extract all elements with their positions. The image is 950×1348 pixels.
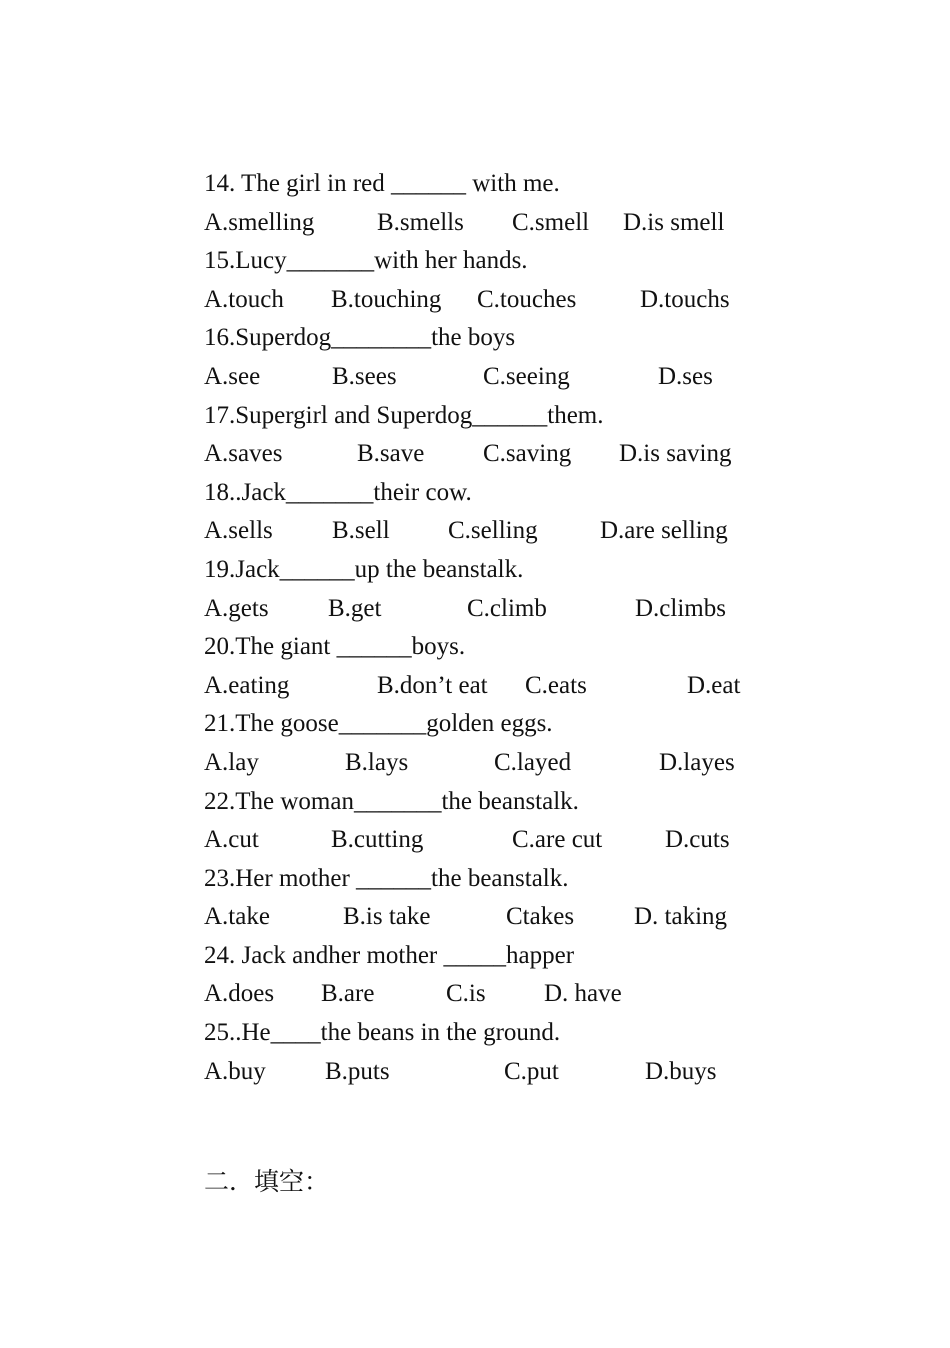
option-row xyxy=(204,821,784,860)
question-stem: 16.Superdog________the boys xyxy=(204,324,516,352)
question-stem: 19.Jack______up the beanstalk. xyxy=(204,555,524,583)
question-stem: 17.Supergirl and Superdog______them. xyxy=(204,401,604,429)
option-b: B.cutting xyxy=(331,826,424,854)
option-row xyxy=(204,358,784,397)
option-c: Ctakes xyxy=(506,903,575,931)
option-a: A.gets xyxy=(204,594,269,622)
option-b: B.sees xyxy=(332,362,397,390)
option-row xyxy=(204,975,784,1014)
option-d: D.cuts xyxy=(665,826,730,854)
option-a: A.see xyxy=(204,362,261,390)
question-stem: 25..He____the beans in the ground. xyxy=(204,1019,561,1047)
option-a: A.saves xyxy=(204,440,283,468)
option-d: D.touchs xyxy=(640,285,730,313)
option-b: B.lays xyxy=(345,748,409,776)
question-stem: 21.The goose_______golden eggs. xyxy=(204,710,553,738)
option-row xyxy=(204,204,784,243)
option-d: D.are selling xyxy=(600,517,728,545)
option-c: C.put xyxy=(504,1057,559,1085)
option-d: D.is smell xyxy=(623,208,725,236)
option-c: C.selling xyxy=(448,517,538,545)
option-b: B.is take xyxy=(343,903,431,931)
option-c: C.touches xyxy=(477,285,577,313)
option-b: B.sell xyxy=(332,517,390,545)
question-stem: 24. Jack andher mother _____happer xyxy=(204,941,575,969)
question-list xyxy=(204,165,784,1091)
section-heading: 二．填空： xyxy=(204,1167,330,1196)
option-a: A.take xyxy=(204,903,270,931)
question-stem: 14. The girl in red ______ with me. xyxy=(204,170,560,197)
option-row xyxy=(204,744,784,783)
option-row xyxy=(204,667,784,706)
option-row xyxy=(204,898,784,937)
option-c: C.eats xyxy=(525,671,587,699)
option-b: B.smells xyxy=(377,208,464,236)
option-row xyxy=(204,512,784,551)
option-d: D.buys xyxy=(645,1057,717,1085)
option-a: A.touch xyxy=(204,285,284,313)
option-c: C.saving xyxy=(483,440,572,468)
option-b: B.don’t eat xyxy=(377,671,488,699)
option-c: C.layed xyxy=(494,748,572,776)
option-a: A.eating xyxy=(204,671,290,699)
option-row xyxy=(204,1053,784,1092)
option-c: C.are cut xyxy=(512,826,603,854)
question-stem: 22.The woman_______the beanstalk. xyxy=(204,787,579,815)
option-b: B.are xyxy=(321,980,375,1008)
option-d: D.climbs xyxy=(635,594,726,622)
option-c: C.smell xyxy=(512,208,590,236)
option-a: A.lay xyxy=(204,748,259,776)
option-d: D. have xyxy=(544,980,622,1008)
question-stem: 20.The giant ______boys. xyxy=(204,633,466,661)
option-d: D.eat xyxy=(687,671,741,699)
option-b: B.get xyxy=(328,594,382,622)
option-row xyxy=(204,435,784,474)
option-a: A.sells xyxy=(204,517,273,545)
option-d: D. taking xyxy=(634,903,728,931)
option-a: A.smelling xyxy=(204,208,315,236)
option-row xyxy=(204,281,784,320)
option-a: A.does xyxy=(204,980,275,1008)
option-a: A.buy xyxy=(204,1057,266,1085)
option-d: D.ses xyxy=(658,362,713,390)
question-stem: 23.Her mother ______the beanstalk. xyxy=(204,864,569,892)
option-a: A.cut xyxy=(204,826,259,854)
option-b: B.touching xyxy=(331,285,442,313)
option-row xyxy=(204,590,784,629)
option-b: B.save xyxy=(357,440,425,468)
question-stem: 18..Jack_______their cow. xyxy=(204,478,472,506)
option-b: B.puts xyxy=(325,1057,390,1085)
option-d: D.is saving xyxy=(619,440,732,468)
question-stem: 15.Lucy_______with her hands. xyxy=(204,247,528,275)
option-d: D.layes xyxy=(659,748,735,776)
option-c: C.seeing xyxy=(483,362,570,390)
option-c: C.is xyxy=(446,980,486,1008)
option-c: C.climb xyxy=(467,594,547,622)
